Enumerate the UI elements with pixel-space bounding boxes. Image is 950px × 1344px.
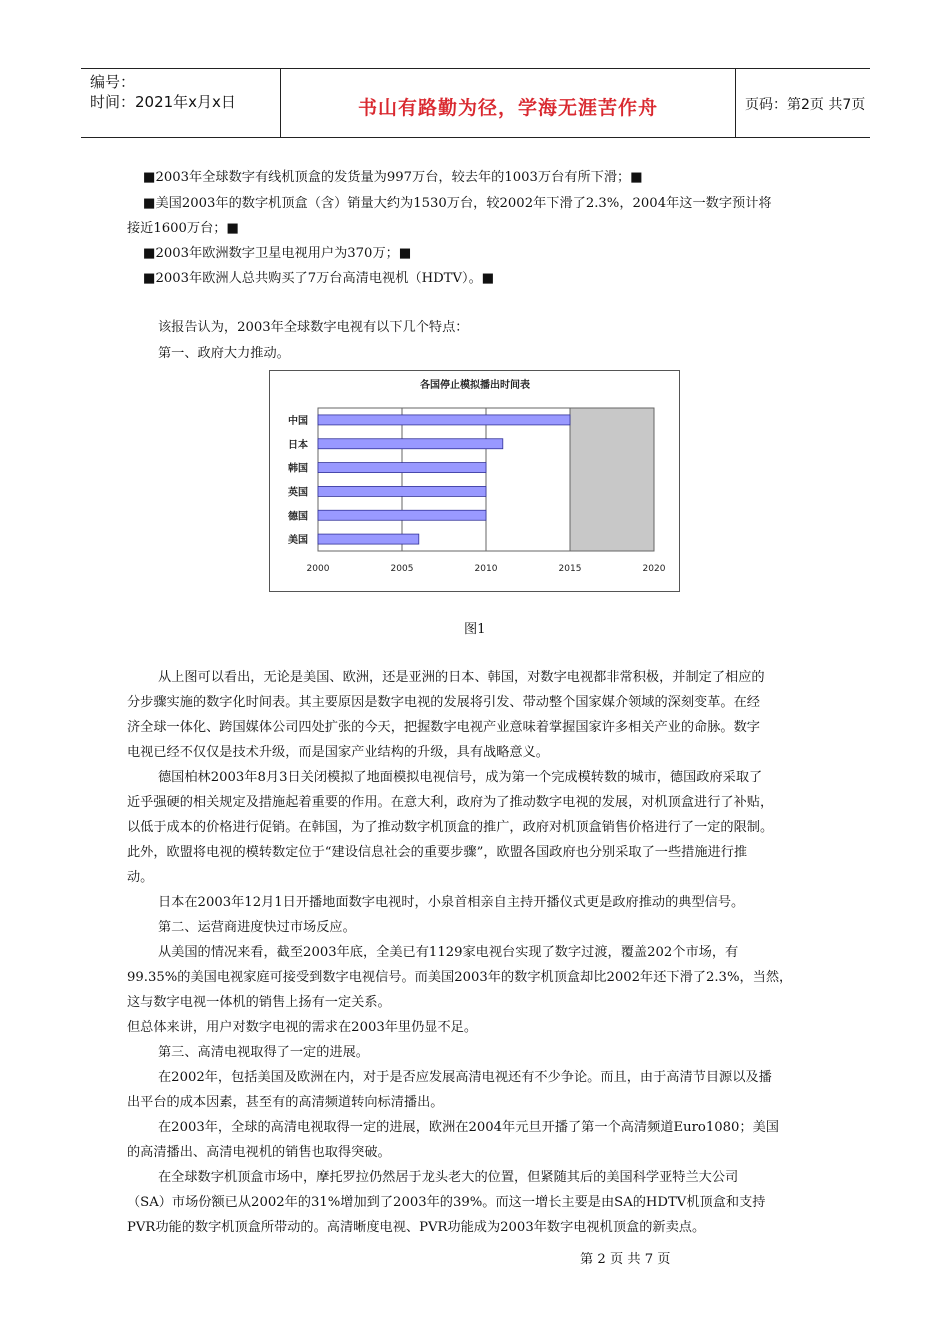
header-motto-cell: [281, 69, 736, 137]
paragraph-line: 从美国的情况来看，截至2003年底，全美已有1129家电视台实现了数字过渡，覆盖202个市场，有: [158, 945, 739, 960]
page-number-label: 页码：第2页 共7页: [745, 97, 866, 113]
bar: [318, 439, 503, 449]
bar: [318, 463, 486, 473]
paragraph-line: 动。: [127, 870, 154, 885]
number-label: 编号：: [90, 73, 136, 91]
bullet-line: 接近1600万台；■: [127, 221, 239, 236]
bar: [318, 486, 486, 496]
paragraph-line: 此外，欧盟将电视的模转数定位于“建设信息社会的重要步骤”，欧盟各国政府也分别采取了一些措施进行推: [127, 845, 748, 860]
x-tick-label: 2005: [390, 564, 414, 574]
category-label: 日本: [288, 439, 308, 451]
time-label: 时间：2021年x月x日: [90, 93, 236, 111]
section-heading: 第二、运营商进度快过市场反应。: [158, 920, 356, 935]
paragraph-line: （SA）市场份额已从2002年的31%增加到了2003年的39%。而这一增长主要是由SA的HDTV机顶盒和支持: [127, 1195, 766, 1210]
paragraph-line: 分步骤实施的数字化时间表。其主要原因是数字电视的发展将引发、带动整个国家媒介领域的深刻变革。在经: [127, 695, 760, 710]
section-heading: 第一、政府大力推动。: [158, 346, 290, 361]
category-label: 美国: [288, 535, 308, 547]
paragraph-line: 但总体来讲，用户对数字电视的需求在2003年里仍显不足。: [127, 1020, 478, 1035]
category-label: 英国: [288, 487, 308, 499]
paragraph-line: 济全球一体化、跨国媒体公司四处扩张的今天，把握数字电视产业意味着掌握国家许多相关产业的命脉。数字: [127, 720, 760, 735]
page-header: [81, 68, 870, 138]
paragraph-line: 日本在2003年12月1日开播地面数字电视时，小泉首相亲自主持开播仪式更是政府推动的典型信号。: [158, 895, 745, 910]
category-label: 中国: [288, 415, 308, 427]
section-heading: 第三、高清电视取得了一定的进展。: [158, 1045, 369, 1060]
intro-line: 该报告认为，2003年全球数字电视有以下几个特点：: [158, 320, 469, 335]
bullet-line: ■2003年欧洲数字卫星电视用户为370万；■: [143, 246, 412, 261]
paragraph-line: 电视已经不仅仅是技术升级，而是国家产业结构的升级，具有战略意义。: [127, 745, 549, 760]
plot-shaded-region: [570, 408, 654, 551]
paragraph-line: 99.35%的美国电视家庭可接受到数字电视信号。而美国2003年的数字机顶盒却比2002年还下滑了2.3%，当然，: [127, 970, 793, 985]
x-tick-label: 2020: [642, 564, 666, 574]
bullet-line: ■2003年欧洲人总共购买了7万台高清电视机（HDTV）。■: [143, 271, 495, 286]
header-meta-cell: [81, 69, 281, 137]
chart-svg: [270, 371, 679, 591]
bar: [318, 534, 419, 544]
bar: [318, 510, 486, 520]
paragraph-line: 从上图可以看出，无论是美国、欧洲，还是亚洲的日本、韩国，对数字电视都非常积极，并制定了相应的: [158, 670, 765, 685]
x-tick-label: 2000: [306, 564, 330, 574]
motto: 书山有路勤为径，学海无涯苦作舟: [357, 97, 658, 119]
bar-chart: [269, 370, 680, 592]
paragraph-line: 以低于成本的价格进行促销。在韩国，为了推动数字机顶盒的推广，政府对机顶盒销售价格进行了一定的限制。: [127, 820, 774, 835]
paragraph-line: 出平台的成本因素，甚至有的高清频道转向标清播出。: [127, 1095, 444, 1110]
bullet-line: ■美国2003年的数字机顶盒（含）销量大约为1530万台，较2002年下滑了2.3%，2004年这一数字预计将: [143, 196, 772, 211]
bullet-line: ■2003年全球数字有线机顶盒的发货量为997万台，较去年的1003万台有所下滑；■: [143, 170, 643, 185]
paragraph-line: 近乎强硬的相关规定及措施起着重要的作用。在意大利，政府为了推动数字电视的发展，对机顶盒进行了补贴，: [127, 795, 774, 810]
category-label: 韩国: [288, 463, 308, 475]
paragraph-line: 在2002年，包括美国及欧洲在内，对于是否应发展高清电视还有不少争论。而且，由于高清节目源以及播: [158, 1070, 772, 1085]
x-tick-label: 2015: [558, 564, 582, 574]
paragraph-line: 这与数字电视一体机的销售上扬有一定关系。: [127, 995, 391, 1010]
bar: [318, 415, 570, 425]
x-tick-label: 2010: [474, 564, 498, 574]
page-footer: 第 2 页 共 7 页: [580, 1252, 671, 1267]
category-label: 德国: [288, 511, 308, 523]
header-page-cell: [736, 69, 870, 137]
paragraph-line: 的高清播出、高清电视机的销售也取得突破。: [127, 1145, 391, 1160]
paragraph-line: PVR功能的数字机顶盒所带动的。高清晰度电视、PVR功能成为2003年数字电视机顶盒的新卖点。: [127, 1220, 706, 1235]
paragraph-line: 在全球数字机顶盒市场中，摩托罗拉仍然居于龙头老大的位置，但紧随其后的美国科学亚特兰大公司: [158, 1170, 739, 1185]
paragraph-line: 德国柏林2003年8月3日关闭模拟了地面模拟电视信号，成为第一个完成模转数的城市，德国政府采取了: [158, 770, 763, 785]
paragraph-line: 在2003年，全球的高清电视取得一定的进展，欧洲在2004年元旦开播了第一个高清频道Euro1080；美国: [158, 1120, 779, 1135]
chart-title: 各国停止模拟播出时间表: [420, 380, 530, 391]
figure-caption: 图1: [464, 622, 486, 637]
